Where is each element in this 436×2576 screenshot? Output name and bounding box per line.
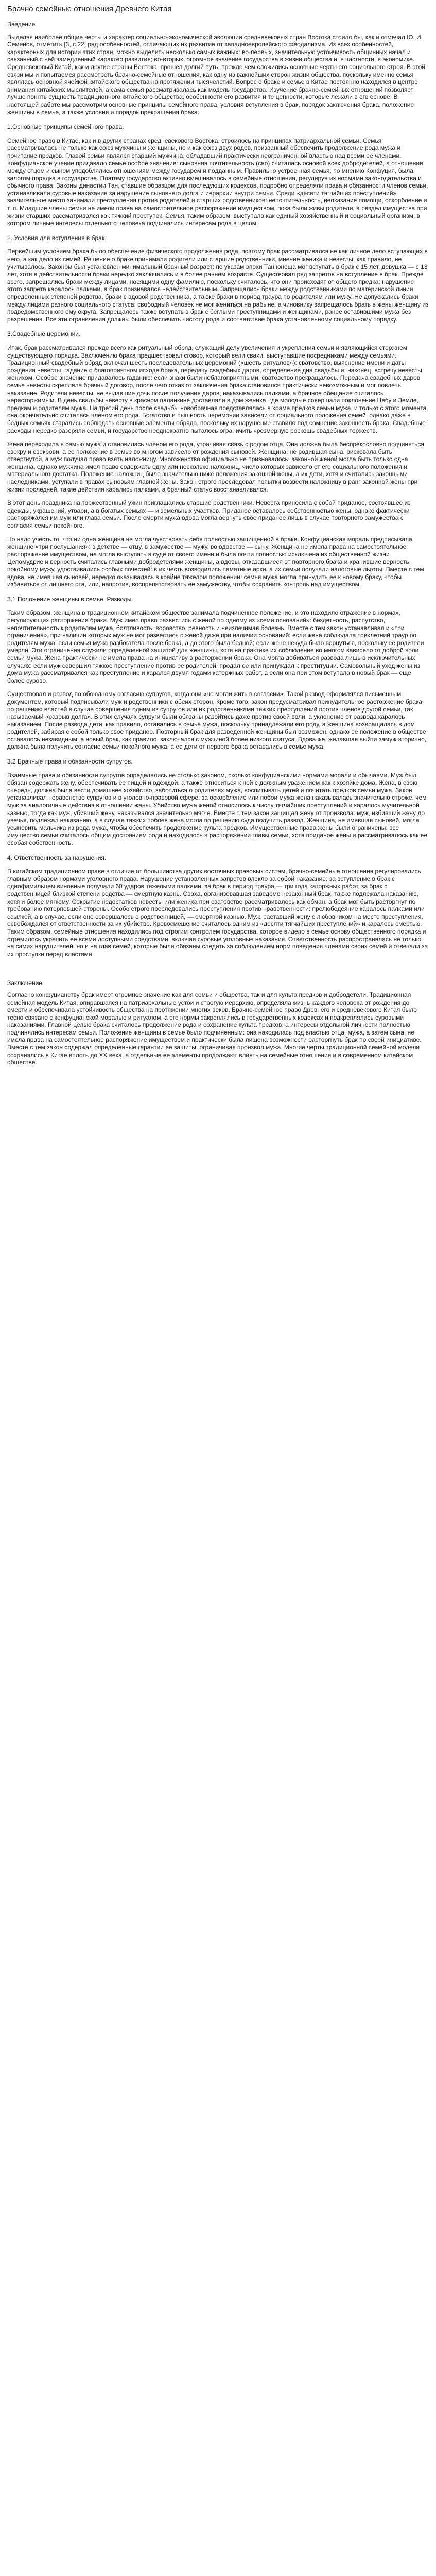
paragraph-liability: В китайском традиционном праве в отличие от большинства других восточных правовых систем, брачно-семейные отношения регулировались главным образом нормами уголовного права. Нарушение установленных запретов влекло за собой наказание: за вступление в брак с однофамильцем виновные получали 60 ударов тяжелыми палками, за брак в период траура — три года каторжных работ, за брак с родственницей близкой степени родства — смертную казнь. Сваха, организовавшая заведомо незаконный брак, также подлежала наказанию, хотя и более мягкому. Сокрытие недостатков невесты или жениха при сватовстве рассматривалось как обман, а брак мог быть расторгнут по требованию потерпевшей стороны. Особо строго преследовались преступления против нравственности: прелюбодеяние каралось палками или ссылкой, а в случае, если оно совершалось с родственницей, — смертной казнью. Муж, заставший жену с любовником на месте преступления, освобождался от ответственности за их убийство. Кровосмешение считалось одним из «десяти тягчайших преступлений» и каралось смертью. Таким образом, семейные отношения находились под строгим контролем государства, которое видело в семье основу общественного порядка и стремилось укрепить ее всеми доступными средствами, включая суровые уголовные наказания. Ответственность распространялась не только на самих нарушителей, но и на глав семей, которые были обязаны следить за соблюдением норм поведения членами своих семей и отвечали за их проступки перед властями. bbox=[7, 868, 428, 958]
paragraph-dowry: В этот день праздника на торжественный ужин приглашались старшие родственники. Невеста приносила с собой приданое, состоявшее из одежды, украшений, утвари, а в богатых семьях — и земельных участков. Приданое оставалось собственностью жены, однако фактически распоряжался им муж или глава семьи. После смерти мужа вдова могла вернуть свое приданое лишь в случае повторного замужества с согласия семьи покойного. bbox=[7, 499, 411, 530]
paragraph-intro: Выделяя наиболее общие черты и характер социально-экономической эволюции средневековых стран Востока стоило бы, как и отмечал Ю. И. Семенов, отметить [3, с.22] ряд особенностей, отличающих их развитие от западноевропейского феодализма. Из всех особенностей, характерных для истории этих стран, можно выделить несколько самых важных: во-первых, значительную устойчивость общинных начал и связанный с ней замедленный характер развития; во-вторых, огромное значение государства в жизни общества и, в частности, в экономике. Средневековый Китай, как и другие страны Востока, прошел долгий путь, прежде чем сложились основные черты его социального строя. В этой связи мы и попытаемся рассмотреть брачно-семейные отношения, как одну из важнейших сторон жизни общества, поскольку именно семья являлась основной ячейкой китайского общества на протяжении тысячелетий. Вопрос о браке и семье в Китае постоянно находился в центре внимания китайских мыслителей, а сама семья рассматривалась как модель государства. Изучение брачно-семейных отношений позволяет лучше понять сущность традиционного китайского общества, особенности его развития и те ценности, которые лежали в его основе. В настоящей работе мы рассмотрим основные принципы семейного права, условия вступления в брак, порядок заключения брака, положение женщины в семье, а также условия и порядок прекращения брака. bbox=[7, 33, 425, 116]
conclusion-title: Заключение bbox=[7, 979, 42, 987]
document-title: Брачно семейные отношения Древнего Китая bbox=[7, 5, 172, 13]
conclusion-section bbox=[7, 979, 429, 1066]
paragraph-divorce: Таким образом, женщина в традиционном китайском обществе занимала подчиненное положение, и это находило отражение в нормах, регулирующих расторжение брака. Муж имел право развестись с женой по одному из «семи оснований»: бездетность, распутство, непочтительность к родителям мужа, болтливость, воровство, ревность и неизлечимая болезнь. Вместе с тем закон устанавливал и «три ограничения», при наличии которых муж не мог развестись с женой даже при наличии оснований: если жена соблюдала трехлетний траур по родителям мужа; если семья мужа разбогатела после брака, а до этого была бедной; если жене некуда было вернуться, поскольку ее родители умерли. Эти ограничения служили определенной защитой для женщины, хотя на практике их соблюдение во многом зависело от доброй воли семьи мужа. Жена практически не имела права на инициативу в расторжении брака. Она могла добиваться развода лишь в исключительных случаях: если муж совершил тяжкое преступление против ее родителей, продал ее или принуждал к проституции. Самовольный уход жены из дома мужа рассматривался как преступление и карался двумя годами каторжных работ, а если она при этом вступала в новый брак — еще более сурово. bbox=[7, 609, 424, 684]
section-heading-rights: 3.2 Брачные права и обязанности супругов. bbox=[7, 758, 133, 766]
document-body bbox=[7, 33, 429, 958]
paragraph-women-protection: Но надо учесть то, что ни одна женщина не могла чувствовать себя полностью защищенной в браке. Конфуцианская мораль предписывала женщине «три послушания»: в детстве — отцу, в замужестве — мужу, во вдовстве — сыну. Женщина не имела права на самостоятельное распоряжение имуществом, не могла выступать в суде от своего имени и была почти полностью исключена из общественной жизни. Целомудрие и верность считались главными добродетелями женщины, а вдовы, отказавшиеся от повторного брака и хранившие верность покойному мужу, удостаивались особых почестей: в их честь возводились памятные арки, а их семьи получали налоговые льготы. Вместе с тем вдова, не имевшая сыновей, нередко оказывалась в крайне тяжелом положении: семья мужа могла принудить ее к новому браку, чтобы избавиться от лишнего рта, или, напротив, воспрепятствовать ее замужеству, чтобы сохранить контроль над имуществом. bbox=[7, 535, 424, 588]
section-heading-principles: 1.Основные принципы семейного права. bbox=[7, 123, 124, 131]
section-heading-liability: 4. Ответственность за нарушения. bbox=[7, 854, 107, 861]
section-heading-divorce: 3.1 Положение женщины в семье. Разводы. bbox=[7, 595, 133, 603]
section-heading-conditions: 2. Условия для вступления в брак. bbox=[7, 234, 107, 242]
section-heading-ceremonies: 3.Свадебные церемонии. bbox=[7, 330, 81, 338]
paragraph-mutual-divorce: Существовал и развод по обоюдному согласию супругов, когда они «не могли жить в согласии». Такой развод оформлялся письменным документом, который подписывали муж и родственники с обеих сторон. Кроме того, закон предусматривал принудительное расторжение брака по решению властей в случае совершения одним из супругов или их родственниками тяжких преступлений против членов другой семьи, так называемый «разрыв долга». В этих случаях супруги были обязаны разойтись даже против своей воли, а уклонение от развода каралось наказанием. После развода дети, как правило, оставались в семье мужа, поскольку принадлежали его роду, а женщина возвращалась в дом родителей, забирая с собой только свое приданое. Повторный брак для разведенной женщины был возможен, однако ее положение в обществе оставалось незавидным, а новый брак, как правило, заключался с мужчиной более низкого статуса. Вдова же, желавшая выйти замуж вторично, должна была получить согласие семьи покойного мужа, а ее дети от первого брака оставались в семье мужа. bbox=[7, 690, 427, 751]
paragraph-wife-status: Жена переходила в семью мужа и становилась членом его рода, утрачивая связь с родом отца. Она должна была беспрекословно подчиняться свекру и свекрови, а ее положение в семье во многом зависело от рождения сыновей. Женщина, не родившая сына, рисковала быть отвергнутой, а муж получал право взять наложницу. Многоженство официально не признавалось: законной женой могла быть только одна женщина, однако мужчина имел право содержать одну или несколько наложниц, число которых зависело от его социального положения и материального достатка. Положение наложниц было значительно ниже положения законной жены, а их дети, хотя и считались законными наследниками, уступали в правах сыновьям главной жены. Закон строго преследовал попытки возвести наложницу в ранг законной жены при жизни последней, такие действия карались палками, а брачный статус восстанавливался. bbox=[7, 440, 424, 493]
paragraph-rights: Взаимные права и обязанности супругов определялись не столько законом, сколько конфуцианскими нормами морали и обычаями. Муж был обязан содержать жену, обеспечивать ее пищей и одеждой, а также относиться к ней с должным уважением как к хозяйке дома. Жена, в свою очередь, должна была вести домашнее хозяйство, заботиться о родителях мужа, воспитывать детей и почитать предков семьи мужа. Закон устанавливал неравенство супругов и в уголовно-правовой сфере: за оскорбление или побои мужа жена наказывалась значительно строже, чем муж за аналогичные действия в отношении жены. Убийство мужа женой относилось к числу тягчайших преступлений и каралось мучительной казнью, тогда как муж, убивший жену, наказывался значительно мягче. Вместе с тем закон защищал жену от произвола: муж, избивший жену до увечья, подлежал наказанию, а в случае тяжких побоев жена могла по решению суда получить развод. Женщина, не имевшая сыновей, могла усыновить мальчика из рода мужа, чтобы обеспечить продолжение культа предков. Имущественные права жены были ограничены: все имущество семьи считалось общим достоянием рода и находилось в распоряжении главы семьи, хотя приданое жены и рассматривалось как ее особая собственность. bbox=[7, 771, 428, 846]
paragraph-conclusion: Согласно конфуцианству брак имеет огромное значение как для семьи и общества, так и для культа предков и добродетели. Традиционная семейная модель Китая, опиравшаяся на патриархальные устои и строгую иерархию, определяла жизнь каждого человека от рождения до смерти и обеспечивала устойчивость общества на протяжении многих веков. Брачно-семейное право Древнего и средневекового Китая было тесно связано с конфуцианской моралью и ритуалом, а его нормы закреплялись в государственных кодексах и подкреплялись суровыми наказаниями. Главной целью брака считалось продолжение рода и сохранение культа предков, а интересы отдельной личности полностью подчинялись интересам семьи. Положение женщины в семье было подчиненным: она находилась под властью отца, мужа, а затем сына, не имела права на самостоятельное распоряжение имуществом и практически была лишена возможности расторгнуть брак по своей инициативе. Вместе с тем закон содержал определенные гарантии ее защиты, ограничивая произвол мужа. Многие черты традиционной семейной модели сохранялись в Китае вплоть до XX века, а отдельные ее элементы продолжают влиять на семейные отношения и в современном китайском обществе. bbox=[7, 991, 422, 1066]
paragraph-principles: Семейное право в Китае, как и в других странах средневекового Востока, строилось на принципах патриархальной семьи. Семья рассматривалась не только как союз мужчины и женщины, но и как союз двух родов, призванный обеспечить продолжение рода мужа и почитание предков. Главой семьи являлся старший мужчина, обладавший практически неограниченной властью над всеми ее членами. Конфуцианское учение придавало семье особое значение: сыновняя почтительность (сяо) считалась основой всех добродетелей, а отношения между отцом и сыном уподоблялись отношениям между государем и подданным. Правильно устроенная семья, по мнению Конфуция, была залогом порядка в государстве. Поэтому государство активно вмешивалось в семейные отношения, регулируя их нормами законодательства и обычного права. Законы династии Тан, ставшие образцом для последующих кодексов, подробно определяли права и обязанности членов семьи, устанавливали суровые наказания за нарушение сыновнего долга и иерархии внутри семьи. Среди «десяти тягчайших преступлений» значительное место занимали преступления против родителей и старших родственников: непочтительность, неоказание помощи, оскорбление и т. п. Младшие члены семьи не имели права на самостоятельное распоряжение имуществом, пока были живы родители, а раздел имущества при жизни старших рассматривался как тяжкий проступок. Семья, таким образом, выступала как единый хозяйственный и социальный организм, в котором личные интересы отдельного человека подчинялись интересам рода в целом. bbox=[7, 137, 428, 227]
section-spacer bbox=[7, 964, 429, 979]
paragraph-conditions: Первейшим условием брака было обеспечение физического продолжения рода, поэтому брак рассматривался не как личное дело вступающих в него, а как дело их семей. Решение о браке принимали родители или старшие родственники, мнение жениха и невесты, как правило, не учитывалось. Законом был установлен минимальный брачный возраст: по указам эпохи Тан юноша мог вступать в брак с 15 лет, девушка — с 13 лет, хотя в действительности браки нередко заключались и в более раннем возрасте. Существовал ряд запретов на вступление в брак. Прежде всего, запрещались браки между лицами, носящими одну фамилию, поскольку считалось, что они происходят от общего предка; нарушение этого запрета каралось палками, а брак признавался недействительным. Запрещались браки между родственниками по материнской линии определенных степеней родства, браки с вдовой родственника, а также браки в период траура по родителям или мужу. Не допускались браки между лицами разного социального статуса: свободный человек не мог жениться на рабыне, а чиновнику запрещалось брать в жены женщину из подведомственного ему округа. Запрещалось также вступать в брак с беглыми преступницами и женщинами, ранее оставившими мужа без разрешения. Все эти ограничения должны были обеспечить чистоту рода и соответствие брака установленному социальному порядку. bbox=[7, 248, 429, 323]
intro-label: Введение bbox=[7, 21, 36, 28]
paragraph-ceremonies: Итак, брак рассматривался прежде всего как ритуальный обряд, служащий делу увеличения и укрепления семьи и являющийся стержнем существующего порядка. Заключению брака предшествовал сговор, который вели свахи, выступавшие посредниками между семьями. Традиционный свадебный обряд включал шесть последовательных церемоний («шесть ритуалов»): сватовство, выяснение имени и даты рождения невесты, гадание о благоприятном исходе брака, передачу свадебных даров, определение дня свадьбы и, наконец, встречу невесты женихом. Особое значение придавалось гаданию: если знаки были неблагоприятными, сватовство прекращалось. Передача свадебных даров семье невесты скрепляла брачный договор, после чего отказ от заключения брака становился практически невозможным и мог повлечь наказание. Родители невесты, не выдавшие дочь после получения даров, наказывались палками, а брачное обещание считалось нерасторжимым. В день свадьбы невесту в красном паланкине доставляли в дом жениха, где молодые совершали поклонение Небу и Земле, предкам и родителям мужа. На третий день после свадьбы новобрачная представлялась в храме предков семьи мужа, и только с этого момента она окончательно считалась членом его рода. Богатство и пышность церемонии зависели от социального положения семей, однако даже в бедных семьях старались соблюдать основные элементы обряда, поскольку их нарушение ставило под сомнение законность брака. Свадебные расходы нередко разоряли семьи, и государство неоднократно пыталось ограничить чрезмерную роскошь свадебных торжеств. bbox=[7, 344, 427, 434]
